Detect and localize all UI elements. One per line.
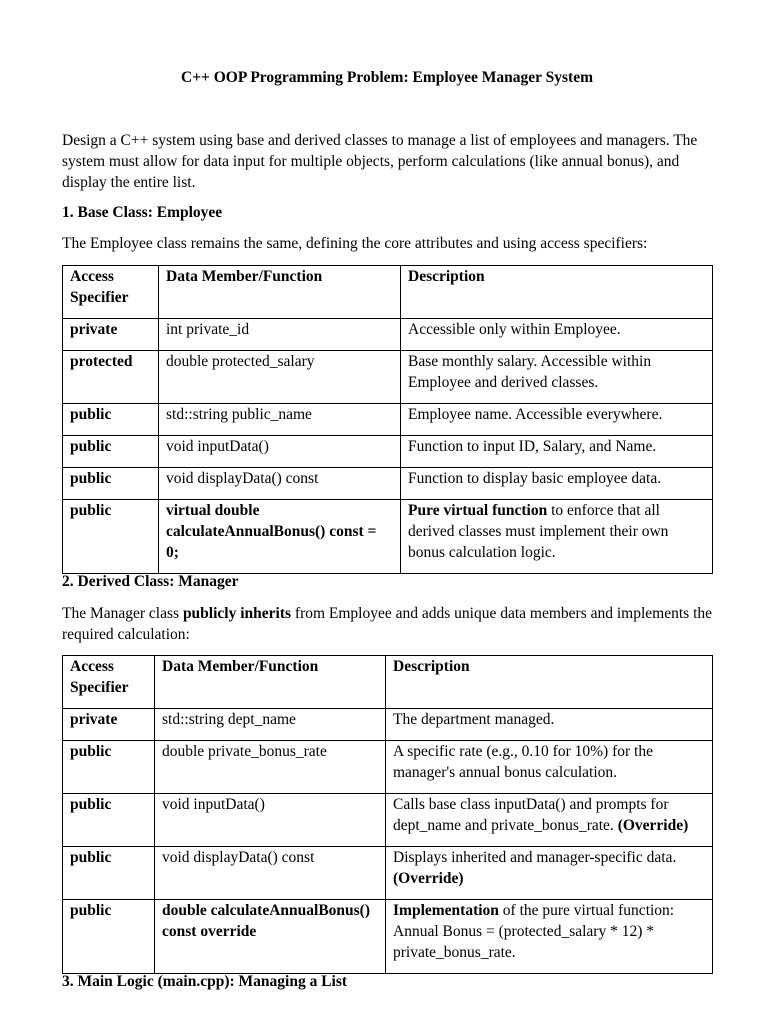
table-row bbox=[63, 794, 713, 847]
description-cell: Accessible only within Employee. bbox=[401, 319, 713, 351]
member-cell: double calculateAnnualBonus() const override bbox=[155, 900, 386, 974]
description-cell bbox=[386, 794, 713, 847]
table-row bbox=[63, 436, 713, 468]
access-cell: public bbox=[63, 900, 155, 974]
table-row bbox=[63, 404, 713, 436]
description-cell: The department managed. bbox=[386, 709, 713, 741]
table-row bbox=[63, 741, 713, 794]
description-cell: Employee name. Accessible everywhere. bbox=[401, 404, 713, 436]
header-access: Access Specifier bbox=[63, 656, 155, 709]
section3-heading: 3. Main Logic (main.cpp): Managing a List bbox=[62, 973, 348, 990]
description-bold: Pure virtual function bbox=[408, 502, 548, 519]
access-cell: public bbox=[63, 404, 159, 436]
member-cell: virtual double calculateAnnualBonus() const = 0; bbox=[159, 500, 401, 574]
table-row bbox=[63, 900, 713, 974]
description-text: Displays inherited and manager-specific data. bbox=[393, 849, 677, 866]
section2-text-bold: publicly inherits bbox=[182, 605, 292, 622]
section1-heading: 1. Base Class: Employee bbox=[62, 204, 223, 221]
header-description: Description bbox=[401, 266, 713, 319]
description-cell bbox=[386, 847, 713, 900]
access-cell: public bbox=[63, 741, 155, 794]
header-member: Data Member/Function bbox=[159, 266, 401, 319]
access-cell: public bbox=[63, 847, 155, 900]
table-row bbox=[63, 500, 713, 574]
header-description: Description bbox=[386, 656, 713, 709]
member-cell: void inputData() bbox=[159, 436, 401, 468]
section1-text: The Employee class remains the same, defining the core attributes and using access specifiers: bbox=[62, 235, 648, 252]
member-cell: void displayData() const bbox=[159, 468, 401, 500]
description-rest: to enforce that all derived classes must implement their own bonus calculation logic. bbox=[408, 502, 669, 561]
description-bold: Implementation bbox=[393, 902, 499, 919]
description-cell: A specific rate (e.g., 0.10 for 10%) for the manager's annual bonus calculation. bbox=[386, 741, 713, 794]
description-cell: Base monthly salary. Accessible within Employee and derived classes. bbox=[401, 351, 713, 404]
access-cell: public bbox=[63, 500, 159, 574]
table-row bbox=[63, 709, 713, 741]
description-cell: Function to display basic employee data. bbox=[401, 468, 713, 500]
table-row bbox=[63, 319, 713, 351]
override-label: (Override) bbox=[393, 870, 464, 887]
section2-text bbox=[62, 603, 712, 645]
description-cell: Function to input ID, Salary, and Name. bbox=[401, 436, 713, 468]
header-member: Data Member/Function bbox=[155, 656, 386, 709]
table-row bbox=[63, 351, 713, 404]
access-cell: private bbox=[63, 319, 159, 351]
description-cell bbox=[386, 900, 713, 974]
description-text: Calls base class inputData() and prompts for dept_name and private_bonus_rate. bbox=[393, 796, 669, 834]
member-cell: void inputData() bbox=[155, 794, 386, 847]
member-cell: void displayData() const bbox=[155, 847, 386, 900]
override-label: (Override) bbox=[617, 817, 689, 834]
member-cell: double protected_salary bbox=[159, 351, 401, 404]
header-access: Access Specifier bbox=[63, 266, 159, 319]
section2-text-start: The Manager class bbox=[62, 605, 183, 622]
access-cell: public bbox=[63, 468, 159, 500]
section2-heading: 2. Derived Class: Manager bbox=[62, 573, 239, 590]
table-header-row bbox=[63, 656, 713, 709]
member-cell: std::string public_name bbox=[159, 404, 401, 436]
member-cell: std::string dept_name bbox=[155, 709, 386, 741]
member-cell: int private_id bbox=[159, 319, 401, 351]
description-rest: of the pure virtual function: Annual Bonus = (protected_salary * 12) * private_bonus_rate. bbox=[393, 902, 675, 961]
table-header-row bbox=[63, 266, 713, 319]
description-cell bbox=[401, 500, 713, 574]
manager-table bbox=[62, 655, 713, 974]
access-cell: protected bbox=[63, 351, 159, 404]
access-cell: public bbox=[63, 794, 155, 847]
table-row bbox=[63, 468, 713, 500]
employee-table bbox=[62, 265, 713, 574]
intro-paragraph: Design a C++ system using base and derived classes to manage a list of employees and managers. The system must allow for data input for multiple objects, perform calculations (like annual bonus), and display the entire list. bbox=[62, 132, 698, 191]
member-cell: double private_bonus_rate bbox=[155, 741, 386, 794]
access-cell: private bbox=[63, 709, 155, 741]
section2-text-end: from Employee and adds unique data members and implements the required calculation: bbox=[62, 605, 712, 643]
access-cell: public bbox=[63, 436, 159, 468]
document-title: C++ OOP Programming Problem: Employee Manager System bbox=[181, 69, 593, 86]
table-row bbox=[63, 847, 713, 900]
